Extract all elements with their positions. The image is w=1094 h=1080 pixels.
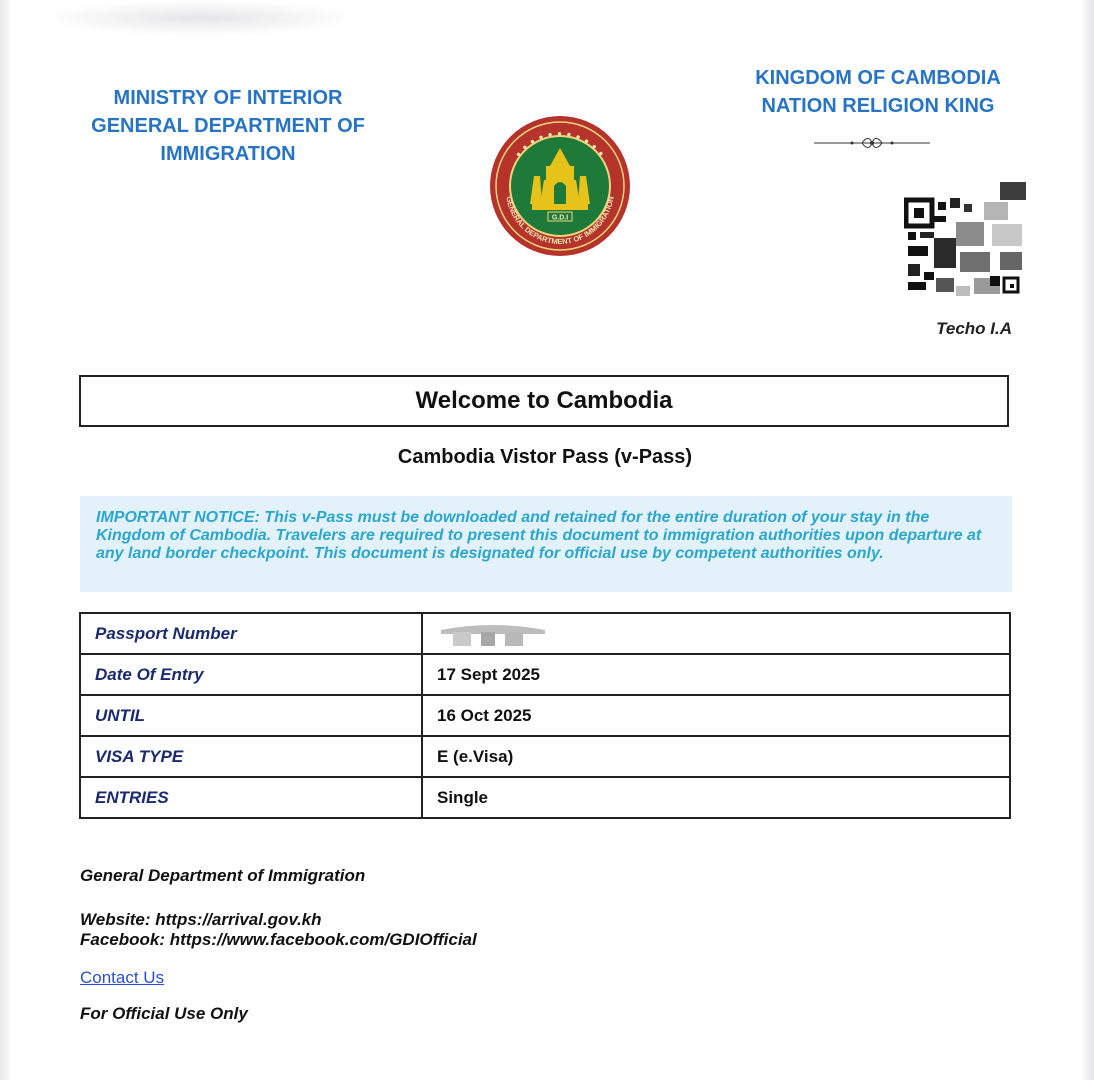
- field-value: 17 Sept 2025: [422, 654, 1010, 695]
- kingdom-line-1: KINGDOM OF CAMBODIA: [755, 67, 1001, 89]
- field-value: Single: [422, 777, 1010, 818]
- signature: Techo I.A: [936, 319, 1012, 338]
- field-label: ENTRIES: [80, 777, 422, 818]
- qr-code-icon: [904, 182, 1028, 306]
- table-row: [80, 695, 1010, 736]
- important-notice: [80, 496, 1012, 592]
- ministry-heading: [58, 84, 398, 168]
- footer-department: General Department of Immigration: [80, 866, 366, 885]
- pass-details-table: [79, 612, 1011, 819]
- facebook-line: Facebook: https://www.facebook.com/GDIOfficial: [80, 930, 477, 949]
- ministry-line-1: MINISTRY OF INTERIOR: [113, 87, 343, 109]
- table-row: [80, 654, 1010, 695]
- seal-abbr: G.D.I: [551, 214, 569, 222]
- field-label: Passport Number: [80, 613, 422, 654]
- table-row: [80, 736, 1010, 777]
- kingdom-heading: [730, 64, 1026, 120]
- ministry-line-2: GENERAL DEPARTMENT OF: [91, 115, 365, 137]
- kingdom-line-2: NATION RELIGION KING: [761, 95, 995, 117]
- svg-text:● ● ● ● ● ● ● ● ● ● ●: ● ● ● ● ● ● ● ● ● ● ●: [513, 129, 607, 159]
- passport-number-value: [422, 613, 1010, 654]
- pass-title: Cambodia Vistor Pass (v-Pass): [397, 446, 693, 468]
- table-row: [80, 777, 1010, 818]
- gdi-seal-logo: [488, 114, 632, 258]
- field-label: Date Of Entry: [80, 654, 422, 695]
- welcome-heading-box: [79, 375, 1009, 427]
- seal-ring-text: GENERAL DEPARTMENT OF IMMIGRATION: [504, 195, 616, 247]
- official-use-note: For Official Use Only: [80, 1004, 248, 1023]
- page-edge-right: [1082, 0, 1094, 1080]
- website-line: Website: https://arrival.gov.kh: [80, 910, 322, 929]
- field-label: UNTIL: [80, 695, 422, 736]
- top-shadow: [40, 0, 360, 36]
- ornament-divider-icon: [812, 136, 932, 150]
- redacted-passport-number: [437, 620, 547, 648]
- ministry-line-3: IMMIGRATION: [160, 143, 296, 165]
- page-edge-left: [0, 0, 10, 1080]
- contact-us-link[interactable]: Contact Us: [80, 968, 165, 987]
- welcome-heading: Welcome to Cambodia: [415, 387, 673, 414]
- table-row: [80, 613, 1010, 654]
- footer-links: [80, 910, 477, 950]
- field-value: E (e.Visa): [422, 736, 1010, 777]
- notice-text: IMPORTANT NOTICE: This v-Pass must be downloaded and retained for the entire duration of your stay in the Kingdom of Cambodia. Travelers are required to present this document to immigration authorities upon departure at any land border checkpoint. This document is designated for official use by competent authorities only.: [96, 509, 982, 562]
- field-value: 16 Oct 2025: [422, 695, 1010, 736]
- field-label: VISA TYPE: [80, 736, 422, 777]
